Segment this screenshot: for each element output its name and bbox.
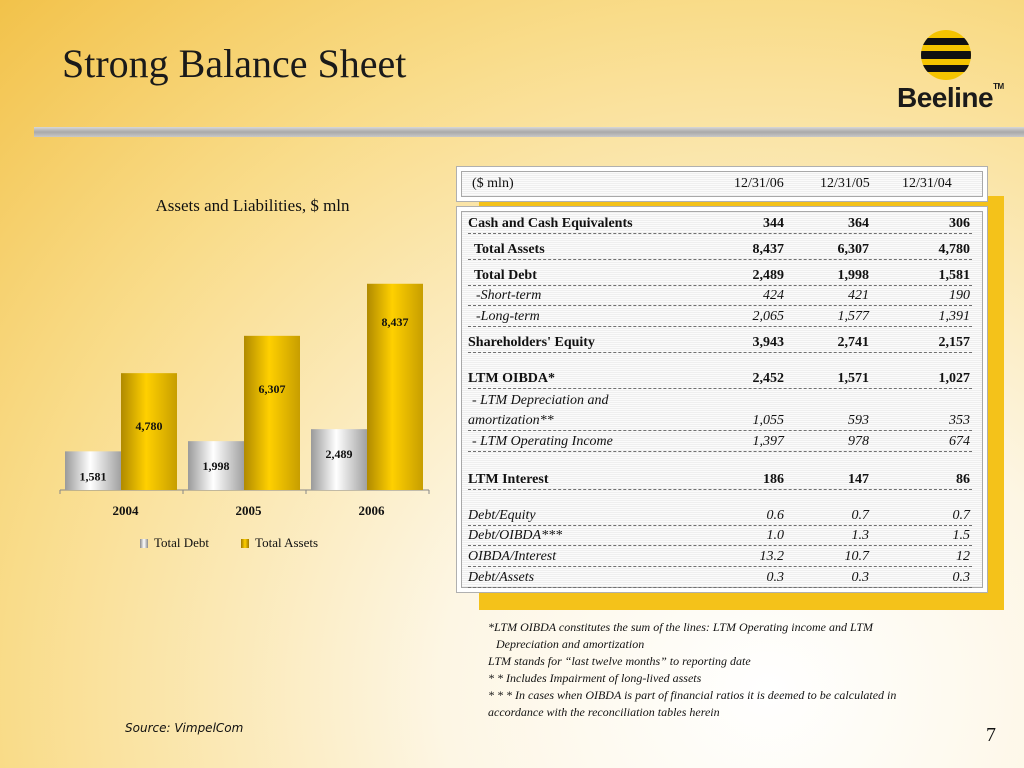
footnotes [488, 619, 988, 721]
table-row-cash: Cash and Cash Equivalents 344 364 306 [468, 214, 972, 234]
slide-title: Strong Balance Sheet [62, 41, 407, 86]
chart-title: Assets and Liabilities, $ mln [155, 196, 350, 215]
legend-label-assets: Total Assets [255, 535, 319, 550]
data-label-assets-2006: 8,437 [381, 314, 409, 329]
table-row-debt-oibda: Debt/OIBDA*** 1.0 1.3 1.5 [468, 526, 972, 546]
bar-chart [55, 255, 445, 525]
legend-item-debt [140, 535, 209, 551]
table-row-interest: LTM Interest 186 147 86 [468, 470, 972, 490]
table-row-operating-income: - LTM Operating Income 1,397 978 674 [468, 432, 972, 452]
table-row-debt-assets: Debt/Assets 0.3 0.3 0.3 [468, 568, 972, 588]
data-label-assets-2004: 4,780 [135, 419, 163, 434]
bee-ball-icon [921, 30, 971, 80]
table-header-col1: 12/31/06 [734, 176, 784, 191]
table-row-total-assets: Total Assets 8,437 6,307 4,780 [468, 240, 972, 260]
legend-swatch-debt [140, 539, 148, 548]
legend-swatch-assets [241, 539, 249, 548]
footnote-line: accordance with the reconciliation tables herein [488, 705, 720, 719]
table-row-short-term: -Short-term 424 421 190 [468, 286, 972, 306]
source-note: Source: VimpelCom [125, 721, 244, 735]
data-label-debt-2006: 2,489 [325, 447, 353, 462]
table-row-equity: Shareholders' Equity 3,943 2,741 2,157 [468, 333, 972, 353]
data-label-debt-2005: 1,998 [202, 459, 230, 474]
chart-legend [140, 535, 318, 551]
x-tick-label-2004: 2004 [112, 503, 139, 518]
table-row-long-term: -Long-term 2,065 1,577 1,391 [468, 307, 972, 327]
table-header-unit: ($ mln) [472, 176, 514, 191]
footnote-line: * * Includes Impairment of long-lived assets [488, 671, 702, 685]
table-header-col3: 12/31/04 [902, 176, 952, 191]
table-row-depreciation-b: amortization** 1,055 593 353 [468, 411, 972, 431]
table-row-oibda-interest: OIBDA/Interest 13.2 10.7 12 [468, 547, 972, 567]
table-header-col2: 12/31/05 [820, 176, 870, 191]
footnote-line: *LTM OIBDA constitutes the sum of the lines: LTM Operating income and LTM [488, 620, 874, 634]
footnote-line: LTM stands for “last twelve months” to reporting date [488, 654, 751, 668]
footnote-line: * * * In cases when OIBDA is part of financial ratios it is deemed to be calculated in [488, 688, 897, 702]
table-row-total-debt: Total Debt 2,489 1,998 1,581 [468, 266, 972, 286]
legend-label-debt: Total Debt [154, 535, 210, 550]
title-divider [34, 127, 1024, 137]
beeline-logo [895, 30, 1005, 120]
table-row-depreciation-a: - LTM Depreciation and [472, 393, 609, 408]
table-row-oibda: LTM OIBDA* 2,452 1,571 1,027 [468, 369, 972, 389]
x-tick-label-2006: 2006 [358, 503, 385, 518]
table-row-debt-equity: Debt/Equity 0.6 0.7 0.7 [468, 506, 972, 526]
logo-wordmark: Beeline™ [897, 82, 1004, 113]
x-tick-label-2005: 2005 [235, 503, 262, 518]
footnote-line: Depreciation and amortization [496, 637, 645, 651]
page-number: 7 [986, 724, 996, 746]
data-label-assets-2005: 6,307 [258, 381, 286, 396]
data-label-debt-2004: 1,581 [79, 469, 107, 484]
bar-assets-2005 [244, 336, 300, 490]
legend-item-assets [241, 535, 318, 551]
